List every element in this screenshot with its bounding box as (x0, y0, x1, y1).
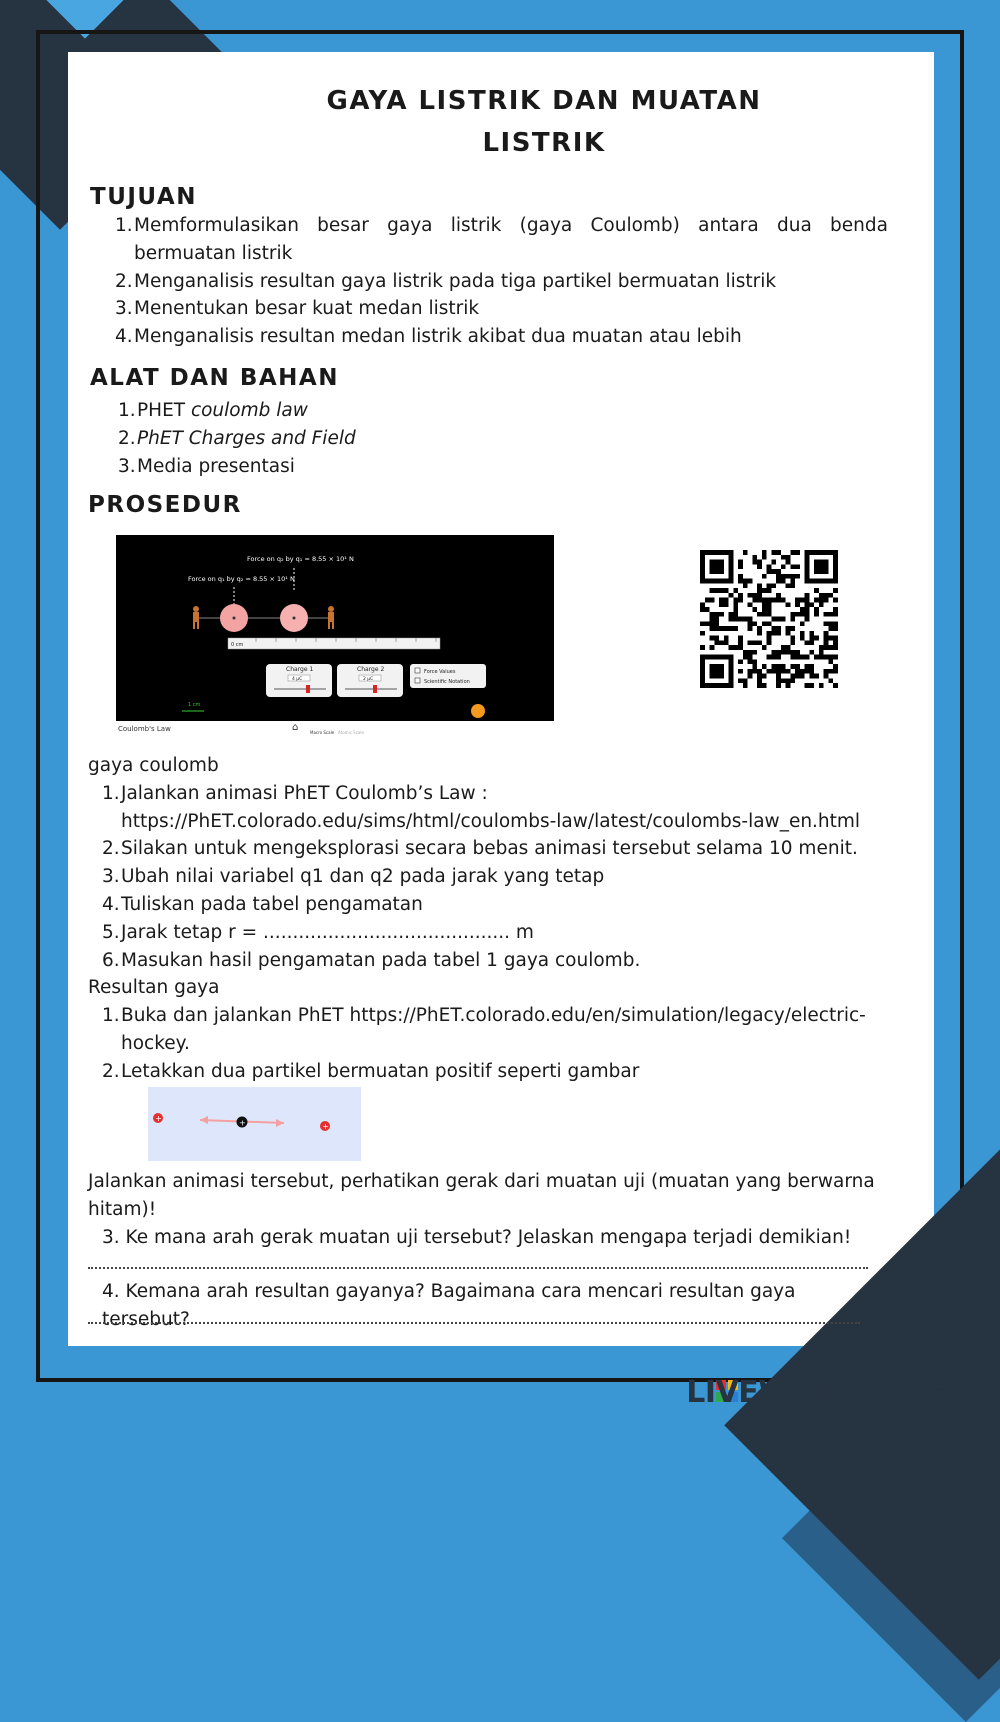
scientific-notation-checkbox[interactable] (415, 678, 420, 683)
answer-line-4[interactable] (88, 1322, 860, 1326)
svg-text:Charge 1: Charge 1 (286, 666, 314, 673)
svg-text:+: + (322, 1122, 329, 1131)
reset-button[interactable] (471, 704, 485, 718)
svg-text:Charge 2: Charge 2 (357, 666, 385, 673)
force-label-q1: Force on q₁ by q₂ = 8.55 × 10¹ N (188, 575, 295, 583)
coulomb-subheading: gaya coulomb (88, 755, 219, 776)
question-3: 3. Ke mana arah gerak muatan uji tersebut? Jelaskan mengapa terjadi demikian! (102, 1226, 852, 1248)
ruler[interactable] (228, 638, 440, 649)
resultan-steps-list (88, 1002, 888, 1085)
svg-text:4 μC: 4 μC (292, 677, 303, 682)
coulomb-law-simulation-image (116, 535, 554, 735)
questions (88, 1168, 888, 1251)
worksheet-content (88, 80, 888, 520)
svg-text:1 cm: 1 cm (188, 702, 201, 708)
list-item: 1. Memformulasikan besar gaya listrik (gaya Coulomb) antara dua benda bermuatan listrik (115, 215, 888, 264)
svg-text:Force Values: Force Values (424, 669, 456, 675)
coulomb-steps-list (88, 780, 888, 975)
svg-text:Scientific Notation: Scientific Notation (424, 679, 470, 685)
home-icon: ⌂ (292, 722, 299, 733)
section-heading-tujuan: TUJUAN (90, 184, 197, 210)
electric-hockey-image (148, 1087, 361, 1161)
list-item: 5. Jarak tetap r = .......................................... m (102, 921, 534, 943)
alat-list (88, 397, 888, 480)
list-item: 2. Menganalisis resultan gaya listrik pada tiga partikel bermuatan listrik (115, 270, 777, 292)
resultan-subheading: Resultan gaya (88, 977, 220, 999)
list-item: 3. Ubah nilai variabel q1 dan q2 pada jarak yang tetap (102, 866, 605, 888)
list-item: 2. PhET Charges and Field (118, 427, 356, 449)
simulation-footer: Coulomb's Law ⌂ Macro Scale Atomic Scale (116, 721, 554, 739)
tujuan-list (88, 212, 888, 351)
svg-text:2 μC: 2 μC (363, 677, 374, 682)
qr-code-image (700, 550, 838, 688)
procedure-text (88, 752, 888, 1086)
person-left-icon (193, 606, 199, 629)
list-item: 1. Buka dan jalankan PhET https://PhET.colorado.edu/en/simulation/legacy/electric-hockey. (102, 1005, 866, 1054)
list-item: 4. Menganalisis resultan medan listrik akibat dua muatan atau lebih (115, 326, 742, 348)
force-values-checkbox[interactable] (415, 668, 420, 673)
list-item: 1. Jalankan animasi PhET Coulomb’s Law : https://PhET.colorado.edu/sims/html/coulombs-law/latest/coulombs-law_en.html (102, 782, 861, 832)
list-item: 3. Menentukan besar kuat medan listrik (115, 298, 480, 320)
watermark: LIVEWORKSHEETS (686, 1375, 988, 1410)
list-item: 6. Masukan hasil pengamatan pada tabel 1 gaya coulomb. (102, 949, 641, 971)
section-heading-prosedur: PROSEDUR (88, 492, 242, 519)
instruction-text: Jalankan animasi tersebut, perhatikan gerak dari muatan uji (muatan yang berwarna hitam)! (88, 1171, 875, 1220)
list-item: 4. Tuliskan pada tabel pengamatan (102, 893, 423, 915)
question-4: 4. Kemana arah resultan gayanya? Bagaimana cara mencari resultan gaya tersebut? (102, 1281, 796, 1330)
list-item: 2. Silakan untuk mengeksplorasi secara bebas animasi tersebut selama 10 menit. (102, 838, 858, 860)
answer-line-3[interactable] (88, 1267, 868, 1271)
force-label-q2: Force on q₂ by q₁ = 8.55 × 10¹ N (247, 555, 354, 563)
section-heading-alat: ALAT DAN BAHAN (90, 364, 339, 391)
svg-text:+: + (155, 1114, 162, 1123)
page-title: GAYA LISTRIK DAN MUATAN LISTRIK (326, 86, 762, 158)
person-right-icon (328, 606, 334, 629)
svg-text:0 cm: 0 cm (231, 642, 244, 648)
charge2-slider-thumb[interactable] (373, 685, 377, 693)
svg-text:+: + (239, 1118, 246, 1128)
list-item: 2. Letakkan dua partikel bermuatan positif seperti gambar (102, 1060, 640, 1082)
charge1-slider-thumb[interactable] (306, 685, 310, 693)
list-item: 1. PHET coulomb law (118, 399, 308, 421)
list-item: 3. Media presentasi (118, 455, 295, 477)
